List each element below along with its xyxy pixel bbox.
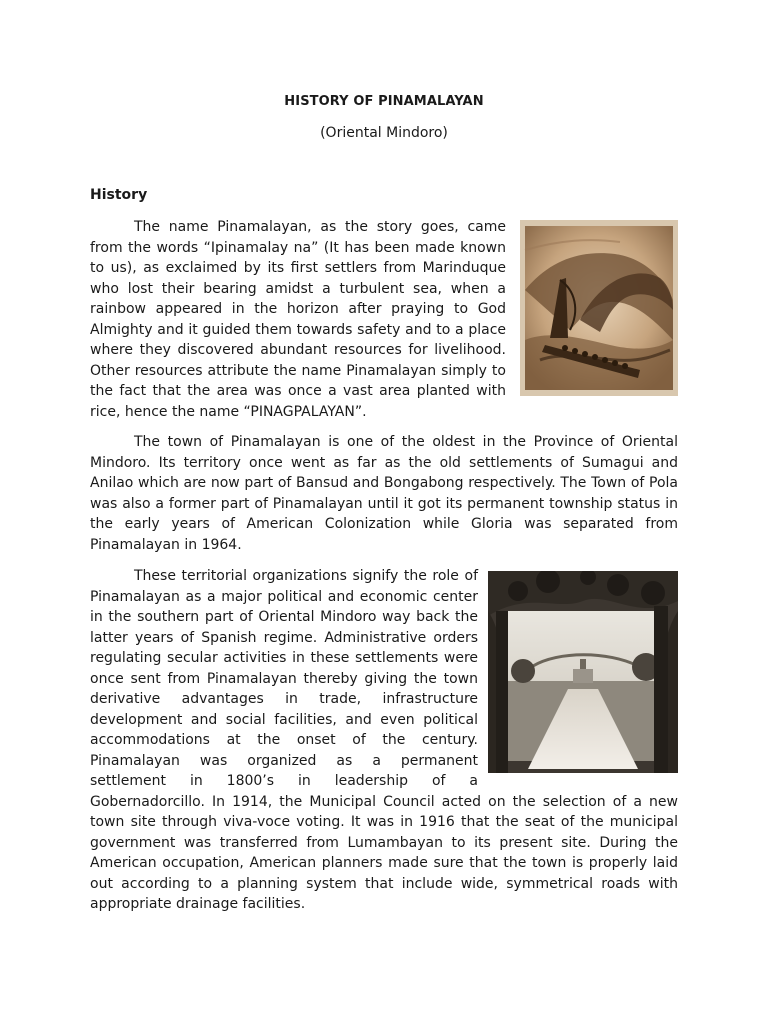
town-plaza-photo [488, 571, 678, 773]
document-subtitle: (Oriental Mindoro) [320, 125, 448, 141]
paragraph-3-text: These territorial organizations signify the role of Pinamalayan as a major political and economic center in the southern part of Oriental Mindoro way back the latter years of Spanish regime. Administrative orders regulating secular activities in these settlements were once sent from Pinamalayan thereby giving the town derivative advantages in trade, infrastructure development and social facilities, and even political accommodations at the onset of the century. Pinamalayan was organized as a permanent settlement in 1800’s in leadership of a Gobernadorcillo. In 1914, the Municipal Council acted on the selection of a new town site through viva-voce voting. It was in 1916 that the seat of the municipal government was transferred from Lumambayan to its present site. During the American occupation, American planners made sure that the town is properly laid out according to a planning system that include wide, symmetrical roads with appropriate drainage facilities. [90, 568, 678, 912]
boat-storm-illustration [520, 220, 678, 396]
paragraph-3 [90, 566, 678, 915]
paragraph-1 [90, 217, 678, 422]
paragraph-2: The town of Pinamalayan is one of the oldest in the Province of Oriental Mindoro. Its territory once went as far as the old settlements of Sumagui and Anilao which are now part of Bansud and Bongabong respectively. The Town of Pola was also a former part of Pinamalayan until it got its permanent township status in the early years of American Colonization while Gloria was separated from Pinamalayan in 1964. [90, 434, 678, 553]
paragraph-1-text: The name Pinamalayan, as the story goes, came from the words “Ipinamalay na” (It has been made known to us), as exclaimed by its first settlers from Marinduque who lost their bearing amidst a turbulent sea, when a rainbow appeared in the horizon after praying to God Almighty and it guided them towards safety and to a place where they discovered abundant resources for livelihood. Other resources attribute the name Pinamalayan simply to the fact that the area was once a vast area planted with rice, hence the name “PINAGPALAYAN”. [90, 219, 506, 420]
document-title: HISTORY OF PINAMALAYAN [284, 94, 484, 109]
section-heading: History [90, 187, 148, 203]
